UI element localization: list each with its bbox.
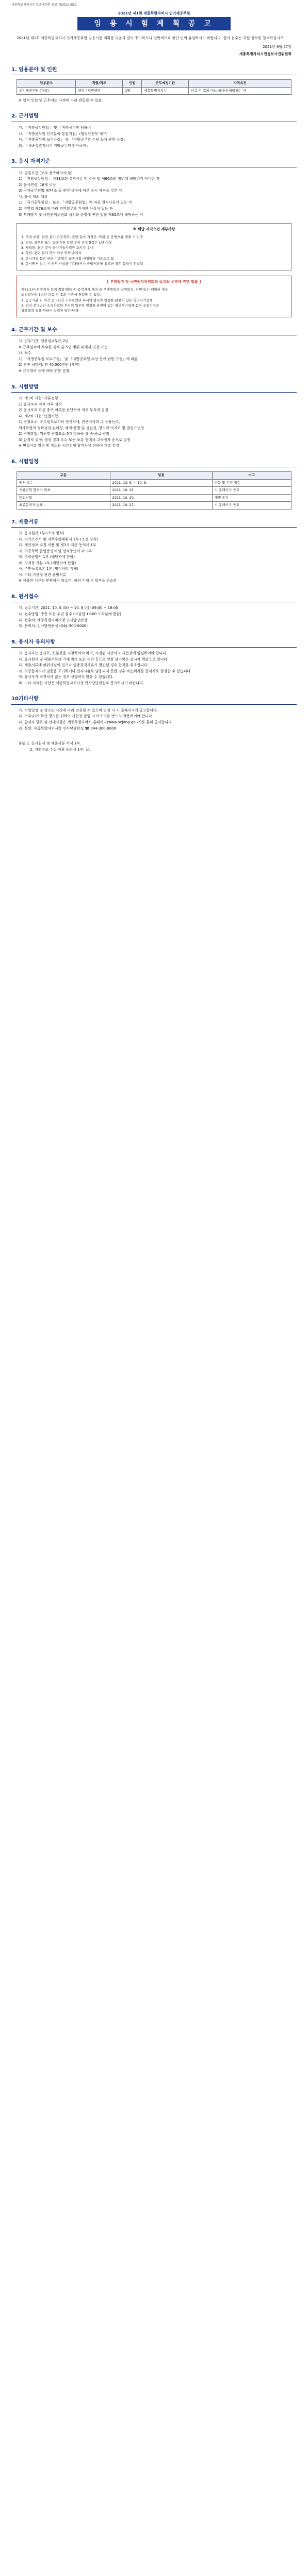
law-excerpt-box xyxy=(17,276,291,317)
body-line: 마. 응시자가 적격자가 없는 경우 선발하지 않을 수 있습니다. xyxy=(19,675,114,680)
section-body xyxy=(0,648,308,686)
page-title: 임 용 시 험 계 획 공 고 xyxy=(77,17,231,30)
section-table xyxy=(17,79,291,95)
body-line: 라. 문의처: 인사담당관실 (044-300-0000) xyxy=(19,624,88,629)
section-title: 기타사항 xyxy=(19,696,39,702)
box-title: ※ 해당 자격요건 세부사항 xyxy=(133,227,175,232)
box-line: 6. 응시원서 접수 시 허위 사실을 기재하거나 증빙서류를 위조한 경우 합격이 취소됨 xyxy=(21,262,143,266)
table-header-cell: 일정 xyxy=(110,472,212,479)
criteria-box xyxy=(17,223,291,270)
table-cell: 2021. 10. 5. ~ 10. 8. xyxy=(110,479,212,486)
attachment-1: 붙임 1. 응시원서 및 제출서류 서식 1부. xyxy=(19,741,82,746)
box-line: 4. 학위: 관련 분야 학사 이상 학위 소지자 xyxy=(21,251,82,256)
body-line: 나. 코로나19 확산 방지를 위하여 시험장 출입 시 마스크를 반드시 착용하여야 합니다. xyxy=(19,714,153,719)
section-title: 응시 자격기준 xyxy=(19,159,51,165)
section-body xyxy=(0,393,308,449)
section-heading xyxy=(11,519,297,527)
body-line: 다. 「지방공무원 보수규정」 및 「지방공무원 수당 등에 관한 규정」 xyxy=(19,138,127,142)
body-line: ※ 합격 인원 및 근무지는 사정에 따라 변동될 수 있음 xyxy=(19,98,102,103)
body-line: 2) 평정방법: 위원별 평정요소 5개 항목을 상·중·하로 평정 xyxy=(19,432,110,436)
body-line: ※ 근무실적이 우수한 경우 총 5년 범위 내에서 연장 가능 xyxy=(19,345,108,349)
box-line: 3. 자격증: 관련 분야 국가기술자격증 소지자 우대 xyxy=(21,246,94,250)
section-heading xyxy=(11,384,297,392)
body-line: ※ 제출된 서류는 반환하지 않으며, 허위 기재 시 합격을 취소함 xyxy=(19,579,117,583)
section-body xyxy=(0,602,308,629)
body-line: 다. 개인정보 수집·이용 및 제3자 제공 동의서 1부 xyxy=(19,543,96,548)
table-cell: 개별 통지 xyxy=(212,494,291,501)
body-line: 다. 제출서류에 허위사실이 있거나 임용결격사유가 발견된 경우 합격을 취소합니다. xyxy=(19,663,149,668)
intro-text: 2021년 제1회 세종특별자치시 인기제공무원 임용시험 계획을 다음과 같이 공고하오니 전반적으로 판단 편의 유념하시기 바랍니다. 원서 접수는 지원 정보를 참고하십시오. xyxy=(17,36,285,41)
law-line: 1. 공공기관 2. 퇴직 전 5년간 소속하였던 부서의 업무와 밀접한 관련이 있는 영리사기업체 xyxy=(21,298,153,302)
section-number: 8. xyxy=(11,594,17,600)
box-line: 2. 경력: 공무원 또는 공공기관 동일 분야 근무경력은 1년 이상 xyxy=(21,240,112,245)
body-line: 가. 제1차 시험: 서류전형 xyxy=(19,396,58,400)
section-body xyxy=(0,528,308,584)
body-line: 마. 경력증명서 1부 (해당자에 한함) xyxy=(19,555,75,560)
section-body xyxy=(0,167,308,218)
body-line: 나. 응시원서 및 제출서류의 기재 착오 또는 누락 등으로 인한 불이익은 응시자 책임으로 합니다. xyxy=(19,657,169,662)
section-number: 6. xyxy=(11,459,17,465)
body-line: 아. 기타 가산점 관련 증빙서류 xyxy=(19,572,67,577)
section-number: 10. xyxy=(11,696,21,702)
box-line: 1. 가점 대상: 관련 분야 근무경력, 관련 분야 자격증, 학위 등 증빙서류 제출 시 인정 xyxy=(21,235,143,240)
section-heading xyxy=(11,459,297,466)
body-line: 나. 제2차 시험: 면접시험 xyxy=(19,414,58,418)
body-line: 나. 자기소개서 및 직무수행계획서 1부 (소정 양식) xyxy=(19,537,98,541)
section-number: 4. xyxy=(11,327,17,333)
section-number: 9. xyxy=(11,639,17,645)
section-number: 5. xyxy=(11,384,17,390)
body-line: 가. 응시원서 1부 (소정 양식) xyxy=(19,531,64,536)
body-line: 1) 「국가공무원법」 또는 「지방공무원법」에 따른 결격사유가 있는 자 xyxy=(19,200,132,205)
body-line: 가. 시험일정 및 장소는 사정에 따라 변경될 수 있으며 변경 시 시 홈페이지에 공고합니다. xyxy=(19,708,158,713)
body-line: 2) 응시자격 요건 충족 여부를 판단하여 적격·부적격 결정 xyxy=(19,408,108,413)
table-header-cell: 구분 xyxy=(17,472,110,479)
body-line: 1) 「지방공무원 보수규정」 및 「지방공무원 수당 등에 관한 규정」에 따름 xyxy=(19,357,138,361)
document-number: 세종특별자치시민성보사건회 공고 제2021-95호 xyxy=(11,3,77,7)
table-header-cell: 임용분야 xyxy=(17,80,76,87)
section-body xyxy=(0,705,308,732)
body-line: 3) 부패방지 및 국민권익위원회 설치와 운영에 관한 법률 제82조에 해당하는 자 xyxy=(19,212,143,217)
table-cell: 원서 접수 xyxy=(17,479,110,486)
table-row xyxy=(17,502,291,509)
body-line: 가. 공통요건 (모두 충족하여야 함) xyxy=(19,171,73,175)
section-title: 임용분야 및 인원 xyxy=(19,66,57,73)
table-cell: 방문 및 우편 접수 xyxy=(212,479,291,486)
section-body xyxy=(0,95,308,104)
section-heading xyxy=(11,327,297,334)
table-cell: 인기제공무원 (가급) xyxy=(17,87,76,94)
body-line: 1) 평정요소: 공무원으로서의 정신자세, 전문지식과 그 응용능력, xyxy=(19,420,120,425)
section-heading xyxy=(11,696,297,703)
section-title: 시험방법 xyxy=(19,384,39,390)
section-title: 시험일정 xyxy=(19,459,39,465)
table-cell: 서류전형 합격자 발표 xyxy=(17,487,110,494)
table-cell: 다음 각 호의 어느 하나에 해당하는 자 xyxy=(189,87,291,94)
section-body xyxy=(0,122,308,149)
section-number: 1. xyxy=(11,66,17,73)
body-line: 라. 최종학력 졸업증명서 및 성적증명서 각 1부 xyxy=(19,549,92,553)
section-title: 근거법령 xyxy=(19,113,39,120)
body-line: 라. 「세종특별자치시 지방공무원 인사규칙」 xyxy=(19,143,90,148)
banner xyxy=(77,11,231,30)
body-line: ※ 근무경력 등에 따라 연봉 결정 xyxy=(19,368,70,373)
body-line: 사. 주민등록초본 1부 (병적사항 기재) xyxy=(19,567,78,571)
table-cell: 2021. 10. 27. xyxy=(110,502,212,509)
table-cell: 행정 / 일반행정 xyxy=(76,87,123,94)
section-table xyxy=(17,471,291,509)
table-header-cell: 자격요건 xyxy=(189,80,291,87)
body-line: 1) 응시자격 적격 여부 심사 xyxy=(19,402,62,406)
section-heading xyxy=(11,113,297,121)
section-number: 3. xyxy=(11,159,17,165)
body-line: 나. 「지방공무원 인사분야 통합지침」(행정안전부 예규) xyxy=(19,131,108,136)
sections-container xyxy=(0,66,308,732)
section-body xyxy=(0,335,308,374)
table-cell: 시 홈페이지 공고 xyxy=(212,502,291,509)
issuing-org: 세종특별자치시민성보사건위원회 xyxy=(239,52,291,57)
body-line: 의사표현의 정확성과 논리성, 예의·품행 및 성실성, 창의력·의지력 및 발전가능성 xyxy=(19,426,144,430)
table-row xyxy=(17,87,291,94)
body-line: 가. 응시자는 응시표, 신분증을 지참하여야 하며, 지정된 시간까지 시험장에 입실하여야 합니다. xyxy=(19,651,168,656)
attachments xyxy=(0,732,308,753)
attachment-2: 2. 개인정보 수집·이용 동의서 1부. 끝. xyxy=(30,747,90,752)
law-title: 【 부패방지 및 국민권익위원회의 설치와 운영에 관한 법률 】 xyxy=(105,279,203,284)
body-line: 다. 합격자 발표 및 안내사항은 세종특별자치시 홈페이지(www.sejong.go.kr)를 통해 공지합니다. xyxy=(19,720,173,725)
body-line: 다. 접수처: 세종특별자치시청 인사담당관실 xyxy=(19,618,87,622)
section-title: 근무기간 및 보수 xyxy=(19,327,57,333)
law-line: 제82조(비위면직자 등의 취업제한) ① 공직자가 재직 중 부패행위로 당연퇴직, 파면 또는 해임된 경우 xyxy=(21,287,168,292)
body-line: 2) 병역법 제76조에 따라 병역의무를 기피한 사실이 있는 자 xyxy=(19,206,113,211)
table-header-cell: 비고 xyxy=(212,472,291,479)
law-line: 퇴직일부터 5년간 다음 각 호의 기관에 취업할 수 없다. xyxy=(21,293,101,297)
body-line: 바. 자격증 사본 1부 (해당자에 한함) xyxy=(19,561,76,565)
body-line: 라. 문의: 세종특별자치시청 인사담당관실 ☎ 044-300-0000 xyxy=(19,726,116,731)
body-line: 3) 국가공무원법 제74조 등 관련 규정에 따른 응시 자격을 갖춘 자 xyxy=(19,189,122,193)
table-header-cell: 근무예정기관 xyxy=(142,80,189,87)
section-title: 응시자 유의사항 xyxy=(19,639,56,645)
table-cell: 1명 xyxy=(123,87,142,94)
body-line: 나. 접수방법: 방문 또는 우편 접수 (마감일 18:00 도착분에 한함) xyxy=(19,612,122,616)
body-line: 가. 접수기간: 2021. 10. 5.(화) ~ 10. 8.(금) 09:00 ~ 18:00 xyxy=(19,606,118,611)
table-cell: 2021. 10. 15. xyxy=(110,487,212,494)
table-cell: 2021. 10. 20. xyxy=(110,494,212,501)
section-title: 원서접수 xyxy=(19,594,39,600)
body-line: 1) 「지방공무원법」 제31조의 결격사유 및 같은 법 제66조의 정년에 해당하지 아니한 자 xyxy=(19,177,160,181)
banner-subtitle: 2021년 제1회 세종특별자치시 인기제공무원 xyxy=(118,11,190,15)
body-line: 2) 연봉 하한액: 연 40,000천원 (세전) xyxy=(19,363,80,367)
body-line: ※ 면접시험 일정 및 장소는 서류전형 합격자에 한하여 개별 통지 xyxy=(19,444,119,448)
table-header-cell: 인원 xyxy=(123,80,142,87)
body-line: 3) 합격자 결정: 평정 결과 우수 또는 보통 중에서 고득점자 순으로 결정 xyxy=(19,437,131,442)
body-line: 가. 「지방공무원법」 및 「지방공무원 임용령」 xyxy=(19,125,95,130)
table-row xyxy=(17,487,291,494)
section-number: 7. xyxy=(11,519,17,525)
body-line: 바. 기타 자세한 사항은 세종특별자치시청 인사담당관실로 문의하시기 바랍니다. xyxy=(19,681,144,685)
table-cell: 시 홈페이지 공고 xyxy=(212,487,291,494)
body-line: 나. 보수 xyxy=(19,351,31,355)
section-heading xyxy=(11,66,297,74)
table-row xyxy=(17,479,291,486)
law-line: 3. 퇴직 전 5년간 소속하였던 부서의 업무와 밀접한 관련이 있는 영리사기업체 등의 공동이익과 xyxy=(21,303,159,308)
law-line: 상호협력 등을 위하여 설립된 법인·단체 xyxy=(21,309,78,313)
table-row xyxy=(17,494,291,501)
table-cell: 최종합격자 발표 xyxy=(17,502,110,509)
section-number: 2. xyxy=(11,113,17,120)
notice-date: 2021년 9월 27일 xyxy=(263,45,291,49)
table-cell: 세종특별자치시 xyxy=(142,87,189,94)
section-title: 제출서류 xyxy=(19,519,39,525)
table-cell: 면접시험 xyxy=(17,494,110,501)
section-heading xyxy=(11,639,297,647)
table-header-cell: 직렬/직류 xyxy=(76,80,123,87)
box-line: 5. 응시자격 등의 판단 기준일은 최종시험 예정일을 기준으로 함 xyxy=(21,256,114,261)
body-line: 가. 근무기간: 임용일로부터 2년 xyxy=(19,339,69,344)
body-line: 2) 응시연령: 18세 이상 xyxy=(19,182,56,187)
body-line: 라. 최종합격자가 임용을 포기하거나 결격사유로 임용되지 못한 경우 차순위자를 합격자로 결정할 수 있습니다. xyxy=(19,669,192,673)
section-heading xyxy=(11,594,297,601)
body-line: 나. 응시 제외 대상 xyxy=(19,194,48,199)
section-heading xyxy=(11,158,297,166)
